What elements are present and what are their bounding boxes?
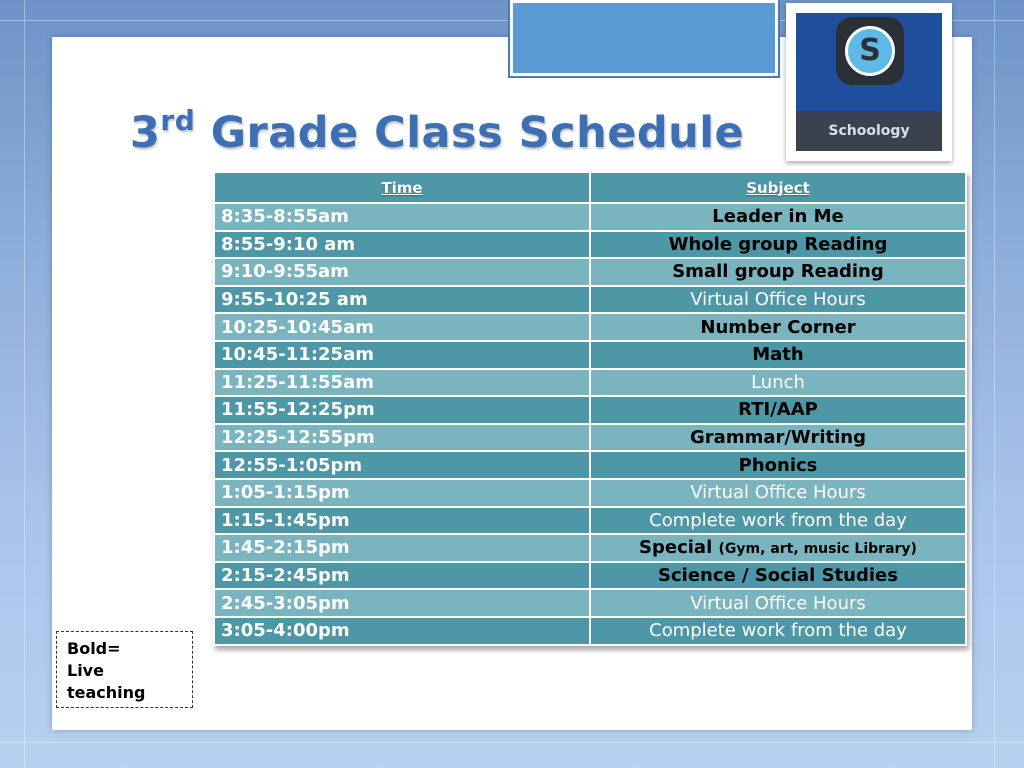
time-column-header: Time — [214, 172, 590, 203]
subject-cell: Lunch — [590, 369, 966, 397]
time-cell: 2:45-3:05pm — [214, 589, 590, 617]
background-line — [994, 0, 995, 768]
table-row — [214, 369, 966, 397]
legend-box — [56, 631, 193, 708]
schoology-label: Schoology — [796, 111, 942, 151]
subject-cell: Virtual Office Hours — [590, 589, 966, 617]
time-cell: 8:35-8:55am — [214, 203, 590, 231]
decorative-header-box — [510, 0, 778, 76]
table-row — [214, 341, 966, 369]
subject-cell: Leader in Me — [590, 203, 966, 231]
subject-cell: RTI/AAP — [590, 396, 966, 424]
time-cell: 2:15-2:45pm — [214, 562, 590, 590]
legend-line: teaching — [67, 683, 146, 702]
subject-cell: Virtual Office Hours — [590, 286, 966, 314]
time-cell: 12:55-1:05pm — [214, 451, 590, 479]
table-row — [214, 451, 966, 479]
time-cell: 11:55-12:25pm — [214, 396, 590, 424]
time-cell: 10:25-10:45am — [214, 313, 590, 341]
background-line — [24, 0, 25, 768]
table-row — [214, 534, 966, 562]
subject-text: Special — [639, 537, 713, 559]
subject-cell: Grammar/Writing — [590, 424, 966, 452]
time-cell: 9:55-10:25 am — [214, 286, 590, 314]
subject-cell: Science / Social Studies — [590, 562, 966, 590]
schoology-icon-letter: S — [859, 33, 881, 68]
table-header-row — [214, 172, 966, 203]
subject-cell: Small group Reading — [590, 258, 966, 286]
table-row — [214, 231, 966, 259]
subject-column-header: Subject — [590, 172, 966, 203]
subject-cell: Math — [590, 341, 966, 369]
table-row — [214, 313, 966, 341]
table-row — [214, 479, 966, 507]
table-row — [214, 507, 966, 535]
subject-cell: Whole group Reading — [590, 231, 966, 259]
table-row — [214, 424, 966, 452]
schoology-logo-background — [796, 13, 942, 151]
background-line — [0, 742, 1024, 743]
subject-cell: Complete work from the day — [590, 507, 966, 535]
subject-cell: Phonics — [590, 451, 966, 479]
class-schedule-table — [213, 171, 967, 646]
time-cell: 1:05-1:15pm — [214, 479, 590, 507]
time-cell: 1:45-2:15pm — [214, 534, 590, 562]
title-superscript: rd — [160, 104, 196, 137]
schoology-logo — [786, 3, 952, 161]
legend-line: Live — [67, 661, 104, 680]
table-row — [214, 203, 966, 231]
legend-line: Bold= — [67, 639, 121, 658]
time-cell: 3:05-4:00pm — [214, 617, 590, 645]
time-cell: 9:10-9:55am — [214, 258, 590, 286]
schoology-icon — [836, 17, 904, 85]
time-cell: 8:55-9:10 am — [214, 231, 590, 259]
table-row — [214, 286, 966, 314]
time-cell: 1:15-1:45pm — [214, 507, 590, 535]
table-row — [214, 396, 966, 424]
subject-cell: Complete work from the day — [590, 617, 966, 645]
subject-cell: Number Corner — [590, 313, 966, 341]
time-cell: 12:25-12:55pm — [214, 424, 590, 452]
page-title: 3rd Grade Class Schedule — [130, 104, 745, 158]
table-row — [214, 562, 966, 590]
time-cell: 11:25-11:55am — [214, 369, 590, 397]
subject-cell — [590, 534, 966, 562]
table-row — [214, 589, 966, 617]
table-row — [214, 617, 966, 645]
table-row — [214, 258, 966, 286]
subject-cell: Virtual Office Hours — [590, 479, 966, 507]
time-cell: 10:45-11:25am — [214, 341, 590, 369]
subject-note: (Gym, art, music Library) — [718, 541, 917, 558]
